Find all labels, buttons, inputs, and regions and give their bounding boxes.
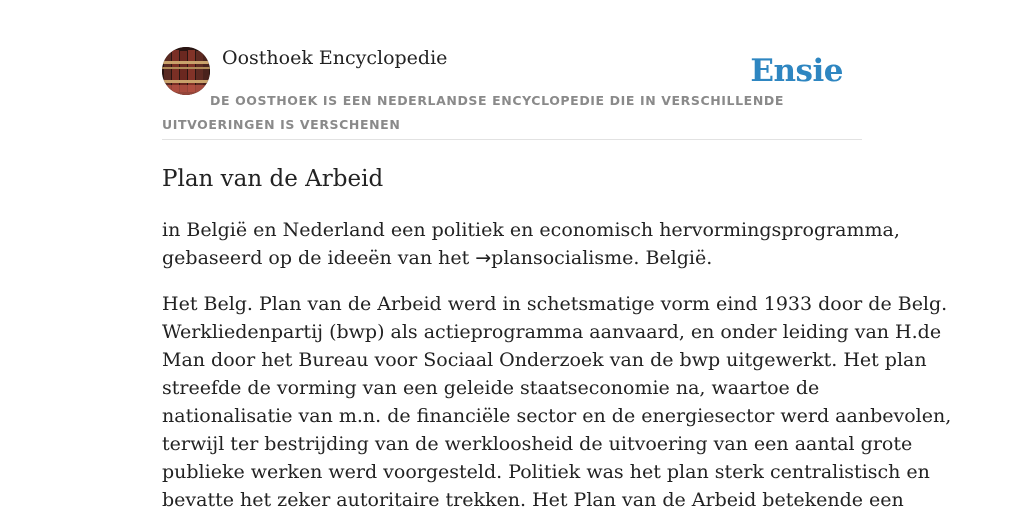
body-line: streefde de vorming van een geleide staatseconomie na, waartoe de	[162, 377, 820, 399]
body-line: Werkliedenpartij (bwp) als actieprogramma aanvaard, en onder leiding van H.de	[162, 321, 942, 343]
intro-paragraph	[162, 216, 900, 272]
body-line: publieke werken werd voorgesteld. Politiek was het plan sterk centralistisch en	[162, 461, 930, 483]
encyclopedia-books-icon[interactable]	[162, 47, 210, 95]
body-line: nationalisatie van m.n. de financiële sector en de energiesector werd aanbevolen,	[162, 405, 952, 427]
site-tagline: DE OOSTHOEK IS EEN NEDERLANDSE ENCYCLOPEDIE DIE IN VERSCHILLENDE UITVOERINGEN IS VERSCHENEN	[162, 93, 784, 132]
intro-tail: . België.	[633, 247, 713, 269]
article-title: Plan van de Arbeid	[162, 166, 384, 192]
intro-line: in België en Nederland een politiek en economisch hervormingsprogramma,	[162, 219, 900, 241]
body-line: Het Belg. Plan van de Arbeid werd in schetsmatige vorm eind 1933 door de Belg.	[162, 293, 948, 315]
intro-line: gebaseerd op de ideeën van het	[162, 247, 476, 269]
brand-logo[interactable]: Ensie	[750, 53, 843, 89]
body-line: terwijl ter bestrijding van de werkloosheid de uitvoering van een aantal grote	[162, 433, 913, 455]
body-line: Man door het Bureau voor Sociaal Onderzoek van de bwp uitgewerkt. Het plan	[162, 349, 927, 371]
body-line: bevatte het zeker autoritaire trekken. Het Plan van de Arbeid betekende een	[162, 489, 904, 511]
body-paragraph	[162, 290, 952, 512]
plansocialisme-link[interactable]: plansocialisme	[491, 247, 634, 269]
article-content	[162, 216, 952, 512]
site-name[interactable]: Oosthoek Encyclopedie	[222, 47, 448, 69]
site-header	[162, 46, 862, 140]
intro-line-with-link	[162, 244, 866, 272]
arrow-right-icon: →	[475, 247, 492, 269]
